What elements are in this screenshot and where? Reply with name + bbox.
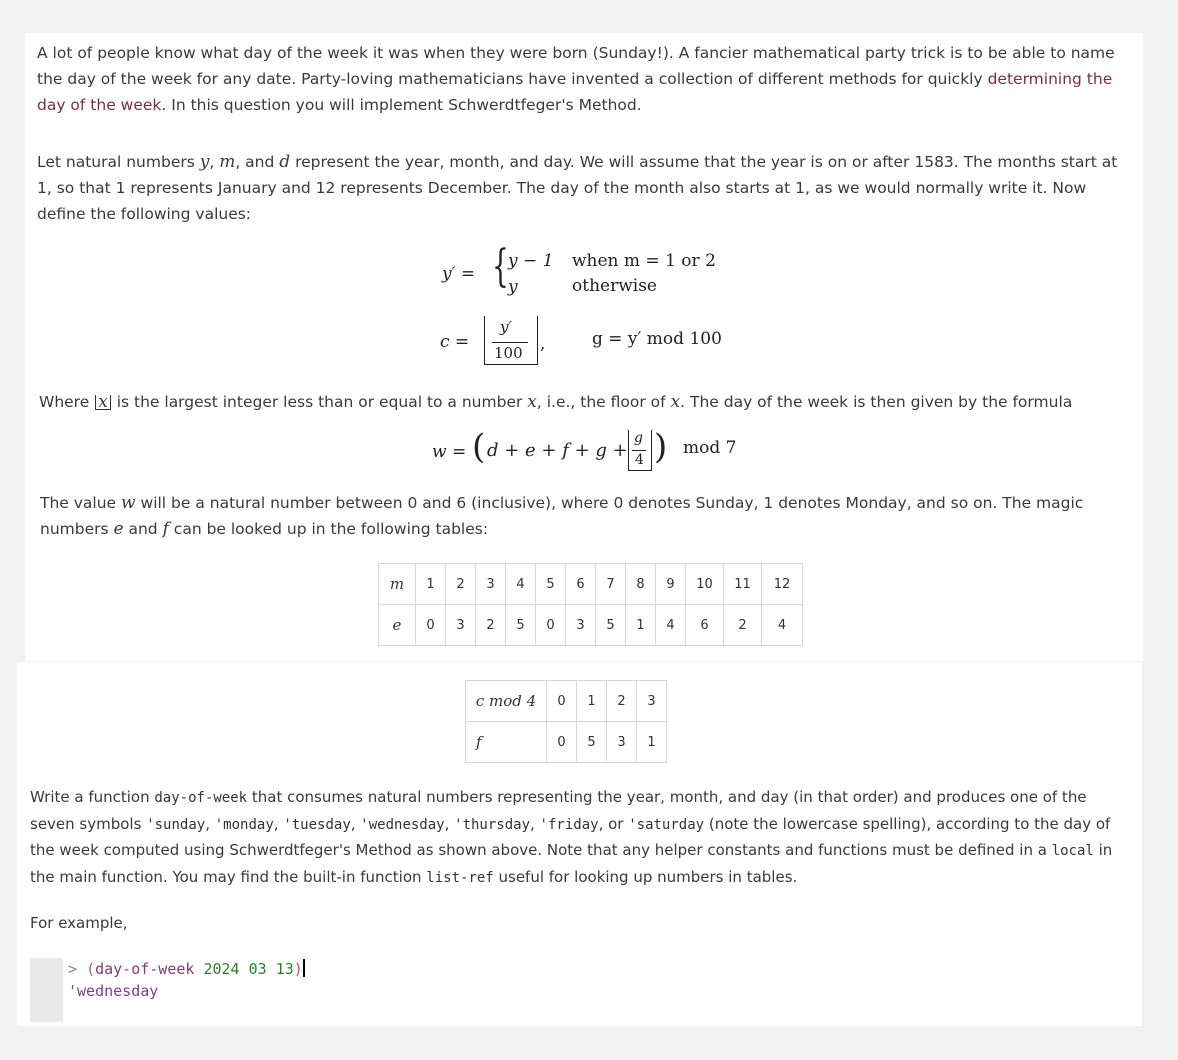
repl-input[interactable]: > (day-of-week 2024 03 13) [68, 960, 303, 978]
value-explanation: The value w will be a natural number between 0 and 6 (inclusive), where 0 denotes Sunday, 1 denotes Monday, and so on. The magic numbers e and f can be looked up in the following tables: [40, 493, 1084, 539]
repl-gutter [30, 958, 63, 1022]
table-row: m 1 2 3 4 5 6 7 8 9 10 11 12 [379, 564, 803, 605]
table-row: f 0 5 3 1 [466, 722, 667, 763]
repl-output: 'wednesday [68, 982, 159, 1000]
table-row: e 0 3 2 5 0 3 5 1 4 6 2 4 [379, 605, 803, 646]
task-paragraph: Write a function day-of-week that consumes natural numbers representing the year, month, and day (in that order) and produces one of the seven symbols 'sunday, 'monday, 'tuesday, 'wednesday, 'thursday, 'friday, or 'saturday (note the lowercase spelling), according to the day of the week computed using Schwerdtfeger's Method as shown above. Note that any helper constants and functions must be defined in a local in the main function. You may find the built-in function list-ref useful for looking up numbers in tables. [30, 788, 1113, 886]
day-of-week-link[interactable]: determining the day of the week [37, 70, 1113, 114]
floor-explanation: Where x is the largest integer less than or equal to a number x, i.e., the floor of x. The day of the week is then given by the formula [39, 392, 1073, 412]
definitions-paragraph: Let natural numbers y, m, and d represent the year, month, and day. We will assume that the year is on or after 1583. The months start at 1, so that 1 represents January and 12 represents December. The day of the month also starts at 1, as we would normally write it. Now define the following values: [37, 152, 1118, 223]
intro-paragraph: A lot of people know what day of the week it was when they were born (Sunday!). A fancier mathematical party trick is to be able to name the day of the week for any date. Party-loving mathematicians have invented a collection of different methods for quickly determining the day of the week. In this question you will implement Schwerdtfeger's Method. [37, 44, 1115, 114]
text-cursor [303, 959, 305, 977]
example-label: For example, [30, 914, 128, 932]
century-f-table [465, 680, 667, 763]
table-row: c mod 4 0 1 2 3 [466, 681, 667, 722]
month-e-table [378, 563, 803, 646]
